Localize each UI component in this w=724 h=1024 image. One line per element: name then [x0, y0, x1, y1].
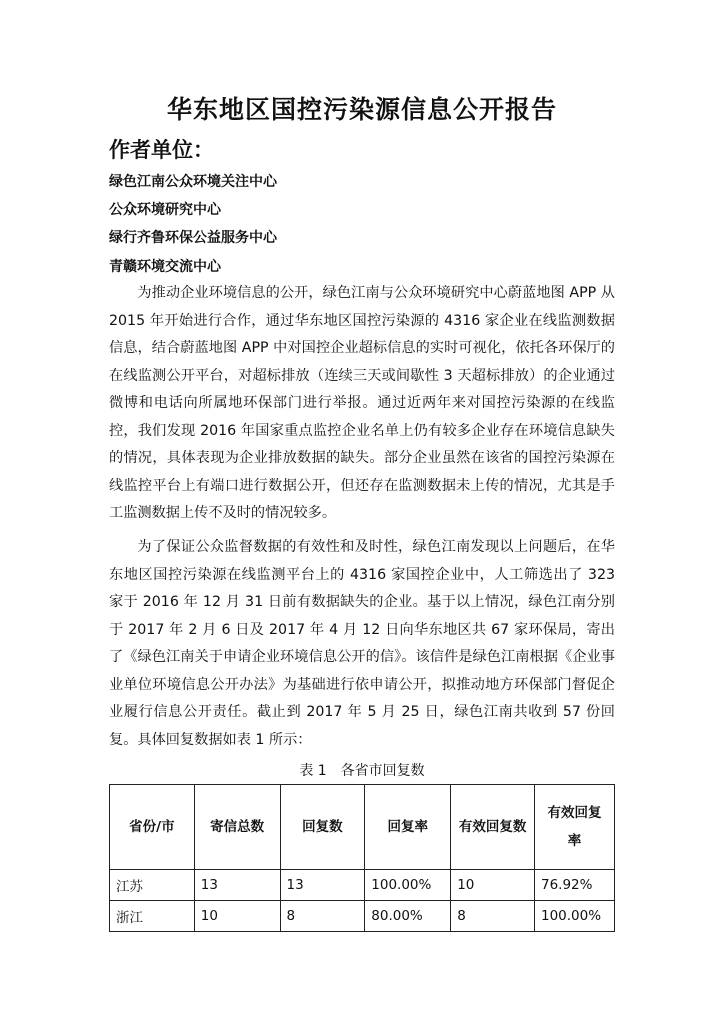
body-paragraph: 为推动企业环境信息的公开，绿色江南与公众环境研究中心蔚蓝地图 APP 从 2015 年开始进行合作，通过华东地区国控污染源的 4316 家企业在线监测数据信息，结合蔚蓝地图 APP 中对国控企业超标信息的实时可视化，依托各环保厅的在线监测公开平台，对超标排放（连续三天或间歇性 3 天超标排放）的企业通过微博和电话向所属地环保部门进行举报。通过近两年来对国控污染源的在线监控，我们发现 2016 年国家重点监控企业名单上仍有较多企业存在环境信息缺失的情况，具体表现为企业排放数据的缺失。部分企业虽然在该省的国控污染源在线监控平台上有端口进行数据公开，但还存在监测数据未上传的情况，尤其是手工监测数据上传不及时的情况较多。: [109, 285, 615, 521]
table-cell: 80.00%: [365, 901, 451, 932]
table-cell: 100.00%: [534, 901, 614, 932]
table-caption: 表 1 各省市回复数: [299, 763, 425, 779]
table-cell: 10: [194, 901, 280, 932]
header-letters-sent: 寄信总数: [194, 785, 280, 870]
organization-name: 绿色江南公众环境关注中心: [109, 174, 277, 190]
header-valid-reply-rate: 有效回复率: [534, 785, 614, 870]
table-cell: 10: [451, 870, 535, 901]
table-cell: 江苏: [110, 870, 195, 901]
report-title: 华东地区国控污染源信息公开报告: [166, 95, 557, 124]
table-cell: 100.00%: [365, 870, 451, 901]
table-cell: 76.92%: [534, 870, 614, 901]
table-header-row: [110, 785, 615, 870]
table-row: [110, 901, 615, 932]
table-cell: 8: [451, 901, 535, 932]
table-cell: 13: [280, 870, 365, 901]
table-row: [110, 870, 615, 901]
header-province: 省份/市: [110, 785, 195, 870]
reply-table: [109, 784, 615, 932]
organization-name: 绿行齐鲁环保公益服务中心: [109, 230, 277, 246]
organization-name: 青赣环境交流中心: [109, 259, 221, 275]
header-reply-rate: 回复率: [365, 785, 451, 870]
header-replies: 回复数: [280, 785, 365, 870]
table-cell: 浙江: [110, 901, 195, 932]
table-cell: 8: [280, 901, 365, 932]
author-heading: 作者单位：: [109, 138, 214, 162]
table-cell: 13: [194, 870, 280, 901]
body-paragraph: 为了保证公众监督数据的有效性和及时性，绿色江南发现以上问题后，在华东地区国控污染源在线监测平台上的 4316 家国控企业中，人工筛选出了 323 家于 2016 年 12 月 31 日前有数据缺失的企业。基于以上情况，绿色江南分别于 2017 年 2 月 6 日及 2017 年 4 月 12 日向华东地区共 67 家环保局，寄出了《绿色江南关于申请企业环境信息公开的信》。该信件是绿色江南根据《企业事业单位环境信息公开办法》为基础进行依申请公开，拟推动地方环保部门督促企业履行信息公开责任。截止到 2017 年 5 月 25 日，绿色江南共收到 57 份回复。具体回复数据如表 1 所示：: [109, 539, 615, 748]
header-valid-replies: 有效回复数: [451, 785, 535, 870]
organization-name: 公众环境研究中心: [109, 202, 221, 218]
